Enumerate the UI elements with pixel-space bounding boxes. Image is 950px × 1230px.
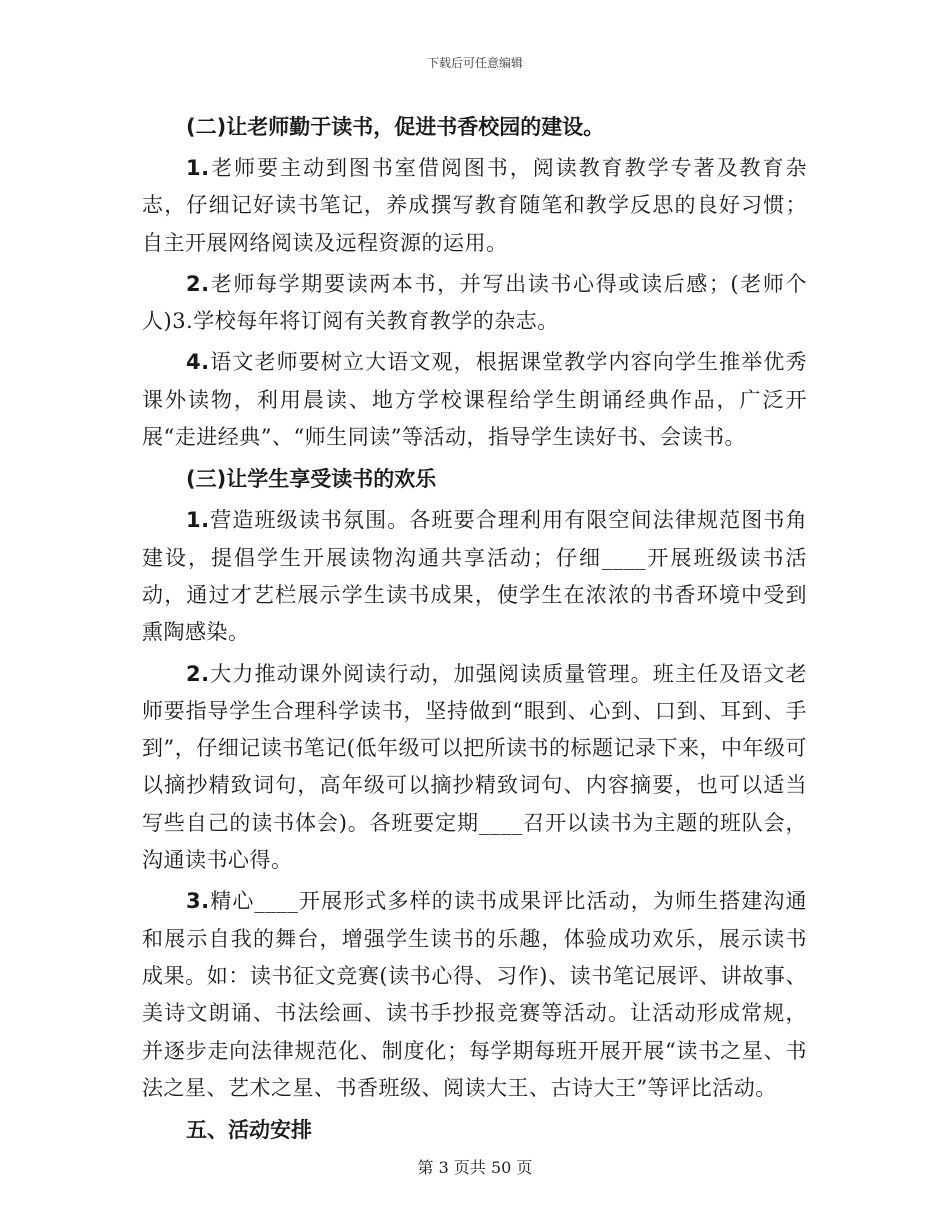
paragraph	[142, 883, 807, 1107]
paragraph-text: 老师要主动到图书室借阅图书，阅读教育教学专著及教育杂志，仔细记好读书笔记，养成撰写教育随笔和教学反思的良好习惯；自主开展网络阅读及远程资源的运用。	[142, 156, 807, 255]
page-footer: 第 3 页共 50 页	[417, 1158, 533, 1177]
section-heading: (三)让学生享受读书的欢乐	[186, 467, 437, 492]
paragraph	[142, 656, 807, 880]
document-body	[142, 108, 807, 1153]
page-header: 下载后可任意编辑	[426, 56, 523, 70]
paragraph	[142, 150, 807, 262]
section-heading: 五、活动安排	[186, 1118, 312, 1143]
paragraph-text: 语文老师要树立大语文观，根据课堂教学内容向学生推举优秀课外读物，利用晨读、地方学校课程给学生朗诵经典作品，广泛开展“走进经典”、“师生同读”等活动，指导学生读好书、会读书。	[142, 350, 807, 450]
item-number: 2.	[186, 661, 210, 686]
item-number: 1.	[186, 156, 210, 180]
paragraph-text: 营造班级读书氛围。各班要合理利用有限空间法律规范图书角建设，提倡学生开展读物沟通共享活动；仔细____开展班级读书活动，通过才艺栏展示学生读书成果，使学生在浓浓的书香环境中受到熏陶感染。	[142, 508, 807, 645]
paragraph-text: 精心____开展形式多样的读书成果评比活动，为师生搭建沟通和展示自我的舞台，增强学生读书的乐趣，体验成功欢乐，展示读书成果。如：读书征文竞赛(读书心得、习作)、读书笔记展评、讲故事、美诗文朗诵、书法绘画、读书手抄报竞赛等活动。让活动形成常规，并逐步走向法律规范化、制度化；每学期每班开展开展“读书之星、书法之星、艺术之星、书香班级、阅读大王、古诗大王”等评比活动。	[142, 889, 807, 1100]
paragraph	[142, 266, 807, 341]
item-number: 4.	[186, 350, 210, 375]
paragraph-text: 大力推动课外阅读行动，加强阅读质量管理。班主任及语文老师要指导学生合理科学读书，坚持做到“眼到、心到、口到、耳到、手到”，仔细记读书笔记(低年级可以把所读书的标题记录下来，中年级可以摘抄精致词句，高年级可以摘抄精致词句、内容摘要，也可以适当写些自己的读书体会)。各班要定期____召开以读书为主题的班队会，沟通读书心得。	[142, 661, 807, 873]
item-number: 3.	[186, 889, 210, 914]
paragraph	[142, 344, 807, 456]
paragraph-text: 老师每学期要读两本书，并写出读书心得或读后感；(老师个人)3.学校每年将订阅有关教育教学的杂志。	[142, 271, 807, 334]
paragraph	[142, 502, 807, 651]
section-heading: (二)让老师勤于读书，促进书香校园的建设。	[186, 115, 605, 139]
item-number: 2.	[186, 271, 210, 296]
item-number: 1.	[186, 508, 210, 533]
